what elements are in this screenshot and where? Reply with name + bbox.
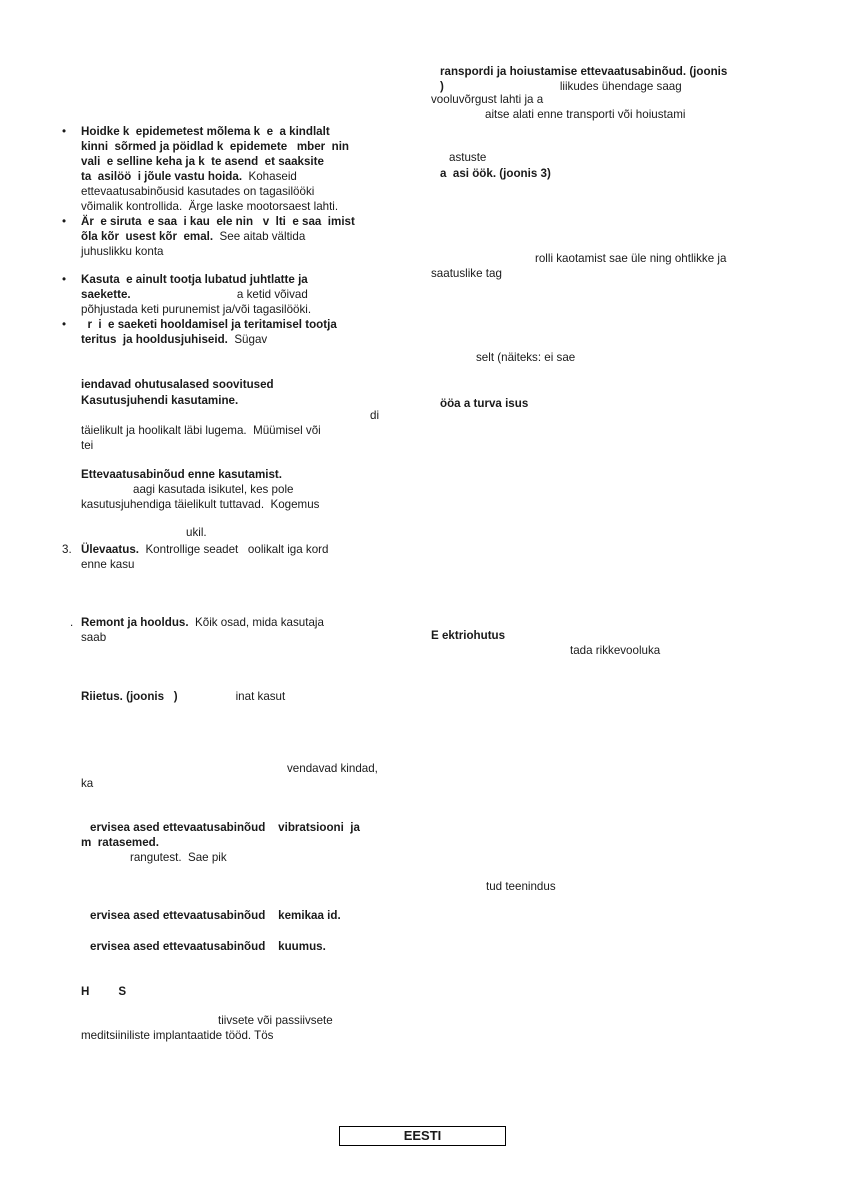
text-run: inat kasut	[177, 690, 286, 703]
text-run: Kõik osad, mida kasutaja	[188, 616, 324, 629]
text-line: põhjustada keti purunemist ja/või tagasilööki.	[81, 303, 312, 316]
text-line	[81, 615, 324, 630]
bold-run: teritus ja hooldusjuhiseid.	[81, 333, 228, 346]
section-heading: E ektriohutus	[431, 629, 506, 642]
bullet: •	[62, 125, 67, 138]
text-line: Kasutusjuhendi kasutamine.	[81, 394, 239, 407]
text-line: ervisea ased ettevaatusabinõud kuumus.	[90, 940, 326, 953]
text-run: a ketid võivad	[130, 288, 308, 301]
text-line	[81, 689, 285, 704]
text-line: kasutusjuhendiga täielikult tuttavad. Kogemus	[81, 498, 320, 511]
section-heading: H S	[81, 985, 127, 998]
language-footer-label: EESTI	[339, 1126, 506, 1146]
text-line: tei	[81, 439, 94, 452]
text-line: ettevaatusabinõusid kasutades on tagasilööki	[81, 185, 315, 198]
bold-run: saekette.	[81, 288, 131, 301]
text-line: võimalik kontrollida. Ärge laske mootorsaest lahti.	[81, 200, 339, 213]
text-line: ka	[81, 777, 94, 790]
text-line: saatuslike tag	[431, 267, 502, 280]
list-number: .	[70, 616, 74, 629]
text-line: Är e siruta e saa i kau ele nin v lti e saa imist	[81, 215, 355, 228]
text-run: Kontrollige seadet oolikalt iga kord	[139, 543, 329, 556]
text-line	[81, 542, 328, 557]
text-line: Hoidke k epidemetest mõlema k e a kindlalt	[81, 125, 330, 138]
section-heading: iendavad ohutusalased soovitused	[81, 378, 274, 391]
text-line: saab	[81, 631, 107, 644]
text-line: ranspordi ja hoiustamise ettevaatusabinõud. (joonis	[440, 65, 728, 78]
text-line: meditsiiniliste implantaatide tööd. Tös	[81, 1029, 274, 1042]
text-line	[81, 169, 297, 184]
text-line: enne kasu	[81, 558, 135, 571]
bold-run: ta asilöö i jõule vastu hoida.	[81, 170, 243, 183]
bold-run: õla kõr usest kõr emal.	[81, 230, 214, 243]
bold-run: )	[440, 80, 444, 93]
bold-run: Riietus. (joonis )	[81, 690, 178, 703]
list-number: 3.	[62, 543, 72, 556]
text-line: tiivsete või passiivsete	[218, 1014, 333, 1027]
bold-run: Remont ja hooldus.	[81, 616, 189, 629]
text-line: täielikult ja hoolikalt läbi lugema. Müümisel või	[81, 424, 321, 437]
text-line	[81, 229, 305, 244]
text-run: See aitab vältida	[213, 230, 306, 243]
text-line: kinni sõrmed ja pöidlad k epidemete mber nin	[81, 140, 350, 153]
text-run: Kohaseid	[242, 170, 297, 183]
text-line: tada rikkevooluka	[570, 644, 661, 657]
text-line: rolli kaotamist sae üle ning ohtlikke ja	[535, 252, 727, 265]
text-line: ukil.	[186, 526, 207, 539]
text-line: vendavad kindad,	[287, 762, 378, 775]
text-line: rangutest. Sae pik	[130, 851, 227, 864]
text-line	[81, 332, 267, 347]
text-line: di	[370, 409, 380, 422]
bullet: •	[62, 215, 67, 228]
text-line: selt (näiteks: ei sae	[476, 351, 576, 364]
text-line: tud teenindus	[486, 880, 556, 893]
text-run: Sügav	[227, 333, 268, 346]
text-line: r i e saeketi hooldamisel ja teritamisel tootja	[81, 318, 337, 331]
text-line: aitse alati enne transporti või hoiustami	[485, 108, 686, 121]
text-line: vali e selline keha ja k te asend et saaksite	[81, 155, 324, 168]
text-run: liikudes ühendage saag	[443, 80, 682, 93]
text-line	[81, 287, 308, 302]
text-line: ervisea ased ettevaatusabinõud kemikaa id.	[90, 909, 341, 922]
text-line: astuste	[449, 151, 487, 164]
text-line: m ratasemed.	[81, 836, 159, 849]
text-line: Kasuta e ainult tootja lubatud juhtlatte ja	[81, 273, 308, 286]
text-line: vooluvõrgust lahti ja a	[431, 93, 544, 106]
text-line: juhuslikku konta	[81, 245, 164, 258]
text-line: Ettevaatusabinõud enne kasutamist.	[81, 468, 283, 481]
text-line: a asi öök. (joonis 3)	[440, 167, 551, 180]
bold-run: Ülevaatus.	[81, 543, 139, 556]
bullet: •	[62, 318, 67, 331]
section-heading: ööa a turva isus	[440, 397, 529, 410]
text-line: ervisea ased ettevaatusabinõud vibratsiooni ja	[90, 821, 360, 834]
bullet: •	[62, 273, 67, 286]
text-line: aagi kasutada isikutel, kes pole	[133, 483, 294, 496]
